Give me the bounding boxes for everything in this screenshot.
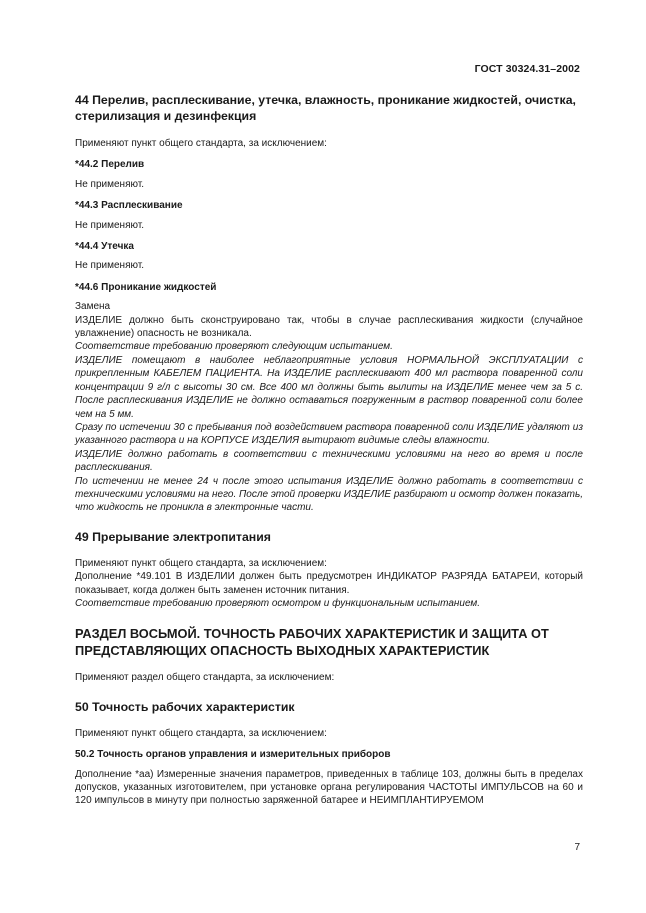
clause-44-6-para-2: Соответствие требованию проверяют следующим испытанием.	[75, 341, 393, 353]
part-8-intro: Применяют раздел общего стандарта, за исключением:	[75, 672, 335, 684]
section-49-intro: Применяют пункт общего стандарта, за исключением:	[75, 557, 327, 569]
clause-44-4-text: Не применяют.	[75, 260, 145, 272]
clause-44-6-para-4: Сразу по истечении 30 с пребывания под воздействием раствора поваренной соли ИЗДЕЛИЕ удаляют из указанного раствора и на КОРПУСЕ ИЗДЕЛИЯ вытирают видимые следы влажности.	[75, 421, 583, 447]
clause-44-6-para-5: ИЗДЕЛИЕ должно работать в соответствии с техническими условиями на него во время и после расплескивания.	[75, 448, 583, 474]
section-49-title: 49 Прерывание электропитания	[75, 529, 271, 544]
clause-44-6-para-6: По истечении не менее 24 ч после этого испытания ИЗДЕЛИЕ должно работать в соответствии с техническими условиями на него. После этой проверки ИЗДЕЛИЕ разбирают и осмотр должен показать, что жидкость не проникла в электронные части.	[75, 475, 583, 514]
part-8-title: РАЗДЕЛ ВОСЬМОЙ. ТОЧНОСТЬ РАБОЧИХ ХАРАКТЕРИСТИК И ЗАЩИТА ОТ ПРЕДСТАВЛЯЮЩИХ ОПАСНОСТЬ ВЫХОДНЫХ ХАРАКТЕРИСТИК	[75, 626, 549, 658]
clause-50-2-text: Дополнение *аа) Измеренные значения параметров, приведенных в таблице 103, должны быть в пределах допусков, указанных изготовителем, при установке органа регулирования ЧАСТОТЫ ИМПУЛЬСОВ на 60 и 120 импульсов в минуту при полностью заряженной батарее и НЕИМПЛАНТИРУЕМОМ	[75, 768, 583, 807]
section-50-title: 50 Точность рабочих характеристик	[75, 699, 295, 714]
section-49-para-1: Дополнение *49.101 В ИЗДЕЛИИ должен быть предусмотрен ИНДИКАТОР РАЗРЯДА БАТАРЕИ, который показывает, когда должен быть заменен источник питания.	[75, 571, 583, 596]
clause-44-6-title: *44.6 Проникание жидкостей	[75, 281, 217, 293]
clause-44-4-title: *44.4 Утечка	[75, 241, 134, 253]
section-44-intro: Применяют пункт общего стандарта, за исключением:	[75, 138, 327, 149]
standard-header: ГОСТ 30324.31–2002	[474, 63, 580, 75]
section-49-para-2: Соответствие требованию проверяют осмотром и функциональным испытанием.	[75, 597, 481, 609]
section-44-title: 44 Перелив, расплескивание, утечка, влажность, проникание жидкостей, очистка, стерилизация и дезинфекция	[75, 93, 576, 123]
clause-44-6-para-3: ИЗДЕЛИЕ помещают в наиболее неблагоприятные условия НОРМАЛЬНОЙ ЭКСПЛУАТАЦИИ с прикрепленным КАБЕЛЕМ ПАЦИЕНТА. На ИЗДЕЛИЕ расплескивают 400 мл раствора поваренной соли концентрации 9 г/л с высоты 30 см. Все 400 мл должны быть вылиты на ИЗДЕЛИЕ менее чем за 5 с. После расплескивания ИЗДЕЛИЕ не должно оставаться погруженным в раствор поваренной соли более чем на 5 мм.	[75, 354, 583, 420]
page-number: 7	[574, 842, 580, 853]
clause-44-3-title: *44.3 Расплескивание	[75, 200, 183, 212]
clause-44-6-replace: Замена	[75, 301, 111, 313]
clause-44-2-text: Не применяют.	[75, 178, 145, 190]
clause-44-2-title: *44.2 Перелив	[75, 159, 145, 171]
page-content	[75, 92, 583, 808]
section-50-intro: Применяют пункт общего стандарта, за исключением:	[75, 727, 327, 739]
clause-50-2-title: 50.2 Точность органов управления и измерительных приборов	[75, 749, 391, 761]
clause-44-6-para-1: ИЗДЕЛИЕ должно быть сконструировано так, чтобы в случае расплескивания жидкости (случайное увлажнение) опасность не возникала.	[75, 314, 583, 340]
clause-44-3-text: Не применяют.	[75, 219, 145, 231]
